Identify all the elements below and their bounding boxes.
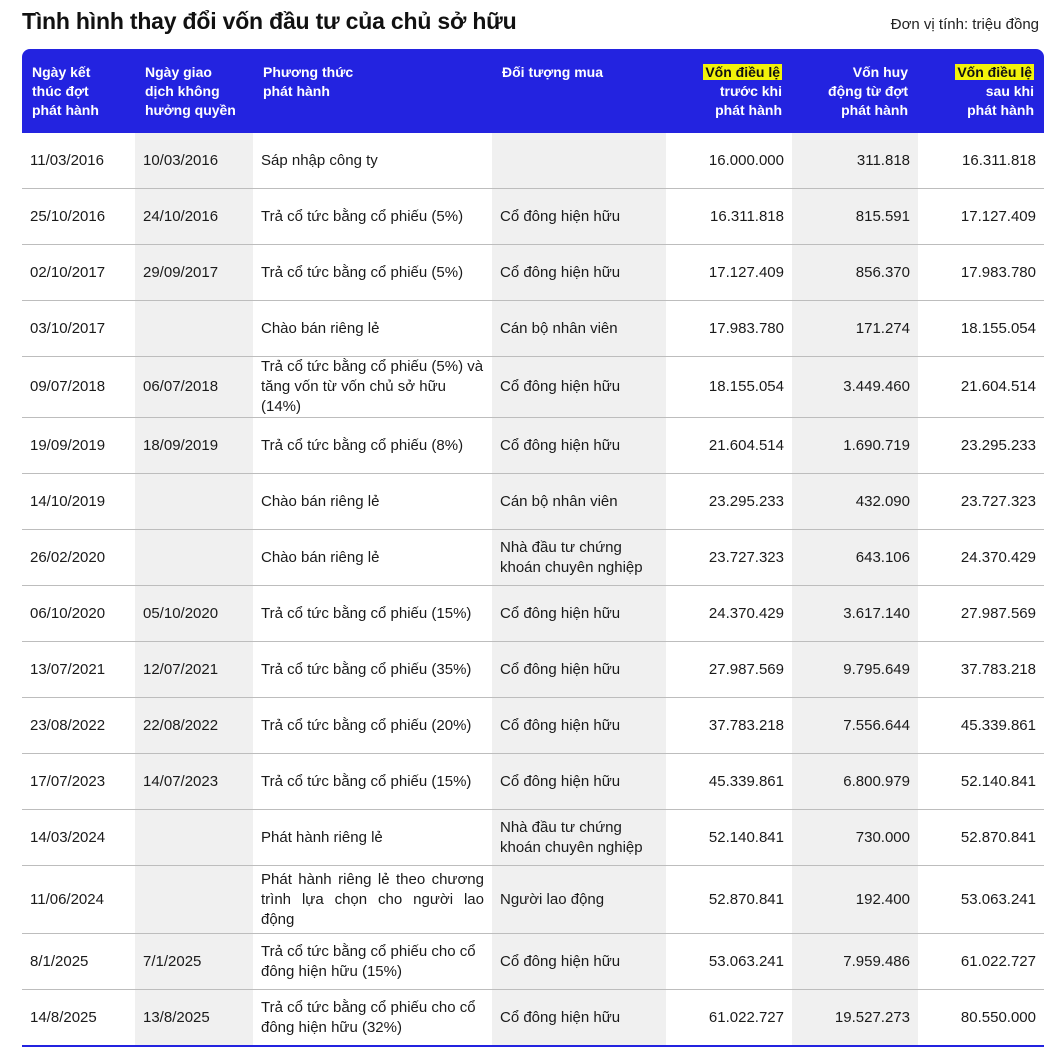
cell-raised: 9.795.649 [792, 642, 918, 698]
cell-raised: 7.556.644 [792, 698, 918, 754]
cell-buyer: Cổ đông hiện hữu [492, 754, 666, 810]
table-row [22, 418, 1044, 474]
cell-buyer: Cổ đông hiện hữu [492, 189, 666, 245]
cell-raised: 311.818 [792, 133, 918, 189]
cell-capital-after: 17.127.409 [918, 189, 1044, 245]
cell-capital-after: 21.604.514 [918, 357, 1044, 418]
cell-ex-rights-date: 18/09/2019 [135, 418, 253, 474]
cell-issue-end-date: 13/07/2021 [22, 642, 135, 698]
cell-buyer: Cán bộ nhân viên [492, 301, 666, 357]
cell-capital-before: 61.022.727 [666, 990, 792, 1047]
cell-method: Trả cổ tức bằng cổ phiếu (35%) [253, 642, 492, 698]
cell-capital-after: 53.063.241 [918, 866, 1044, 934]
cell-buyer: Người lao động [492, 866, 666, 934]
cell-raised: 432.090 [792, 474, 918, 530]
cell-raised: 7.959.486 [792, 934, 918, 990]
cell-ex-rights-date: 14/07/2023 [135, 754, 253, 810]
header-capital-before: Vốn điều lệ trước khi phát hành [666, 49, 792, 133]
cell-buyer [492, 133, 666, 189]
cell-raised: 730.000 [792, 810, 918, 866]
header-buyer: Đối tượng mua [492, 49, 666, 133]
cell-issue-end-date: 17/07/2023 [22, 754, 135, 810]
cell-capital-before: 45.339.861 [666, 754, 792, 810]
cell-method: Trả cổ tức bằng cổ phiếu (5%) [253, 245, 492, 301]
cell-buyer: Cổ đông hiện hữu [492, 418, 666, 474]
cell-raised: 6.800.979 [792, 754, 918, 810]
cell-raised: 3.617.140 [792, 586, 918, 642]
cell-method: Trả cổ tức bằng cổ phiếu (8%) [253, 418, 492, 474]
table-row [22, 189, 1044, 245]
table-row [22, 754, 1044, 810]
cell-buyer: Cổ đông hiện hữu [492, 245, 666, 301]
cell-capital-before: 16.000.000 [666, 133, 792, 189]
table-row [22, 866, 1044, 934]
header-method: Phương thức phát hành [253, 49, 492, 133]
cell-issue-end-date: 23/08/2022 [22, 698, 135, 754]
cell-method: Phát hành riêng lẻ [253, 810, 492, 866]
cell-buyer: Cổ đông hiện hữu [492, 357, 666, 418]
table-row [22, 474, 1044, 530]
header-issue-end-date: Ngày kết thúc đợt phát hành [22, 49, 135, 133]
cell-raised: 643.106 [792, 530, 918, 586]
cell-ex-rights-date [135, 474, 253, 530]
cell-raised: 815.591 [792, 189, 918, 245]
cell-method: Sáp nhập công ty [253, 133, 492, 189]
header-ex-rights-date: Ngày giao dịch không hưởng quyền [135, 49, 253, 133]
cell-ex-rights-date [135, 866, 253, 934]
cell-buyer: Nhà đầu tư chứng khoán chuyên nghiệp [492, 530, 666, 586]
cell-capital-after: 80.550.000 [918, 990, 1044, 1047]
table-body [22, 133, 1044, 1046]
cell-capital-before: 17.983.780 [666, 301, 792, 357]
cell-ex-rights-date: 06/07/2018 [135, 357, 253, 418]
cell-buyer: Nhà đầu tư chứng khoán chuyên nghiệp [492, 810, 666, 866]
cell-capital-before: 52.870.841 [666, 866, 792, 934]
cell-capital-after: 23.727.323 [918, 474, 1044, 530]
cell-capital-before: 18.155.054 [666, 357, 792, 418]
cell-raised: 192.400 [792, 866, 918, 934]
cell-capital-before: 52.140.841 [666, 810, 792, 866]
cell-capital-before: 23.727.323 [666, 530, 792, 586]
cell-capital-after: 17.983.780 [918, 245, 1044, 301]
cell-raised: 3.449.460 [792, 357, 918, 418]
cell-issue-end-date: 11/03/2016 [22, 133, 135, 189]
cell-ex-rights-date: 24/10/2016 [135, 189, 253, 245]
header-raised: Vốn huy động từ đợt phát hành [792, 49, 918, 133]
cell-buyer: Cổ đông hiện hữu [492, 642, 666, 698]
cell-method: Trả cổ tức bằng cổ phiếu (5%) [253, 189, 492, 245]
cell-capital-before: 16.311.818 [666, 189, 792, 245]
cell-ex-rights-date: 13/8/2025 [135, 990, 253, 1047]
table-row [22, 357, 1044, 418]
page-title: Tình hình thay đổi vốn đầu tư của chủ sở hữu [22, 8, 517, 34]
cell-ex-rights-date [135, 530, 253, 586]
cell-issue-end-date: 25/10/2016 [22, 189, 135, 245]
cell-issue-end-date: 14/8/2025 [22, 990, 135, 1047]
cell-capital-after: 37.783.218 [918, 642, 1044, 698]
cell-issue-end-date: 06/10/2020 [22, 586, 135, 642]
table-row [22, 586, 1044, 642]
cell-issue-end-date: 8/1/2025 [22, 934, 135, 990]
cell-method: Trả cổ tức bằng cổ phiếu (5%) và tăng vốn từ vốn chủ sở hữu (14%) [253, 357, 492, 418]
cell-method: Trả cổ tức bằng cổ phiếu (15%) [253, 754, 492, 810]
cell-issue-end-date: 14/03/2024 [22, 810, 135, 866]
cell-raised: 1.690.719 [792, 418, 918, 474]
cell-issue-end-date: 14/10/2019 [22, 474, 135, 530]
cell-capital-before: 27.987.569 [666, 642, 792, 698]
cell-capital-after: 18.155.054 [918, 301, 1044, 357]
cell-capital-after: 45.339.861 [918, 698, 1044, 754]
cell-ex-rights-date: 05/10/2020 [135, 586, 253, 642]
cell-capital-before: 37.783.218 [666, 698, 792, 754]
cell-capital-before: 24.370.429 [666, 586, 792, 642]
cell-capital-before: 23.295.233 [666, 474, 792, 530]
cell-capital-after: 24.370.429 [918, 530, 1044, 586]
cell-issue-end-date: 26/02/2020 [22, 530, 135, 586]
cell-issue-end-date: 03/10/2017 [22, 301, 135, 357]
table-row [22, 245, 1044, 301]
cell-capital-before: 17.127.409 [666, 245, 792, 301]
cell-capital-after: 52.870.841 [918, 810, 1044, 866]
cell-method: Trả cổ tức bằng cổ phiếu cho cổ đông hiện hữu (32%) [253, 990, 492, 1047]
cell-capital-before: 53.063.241 [666, 934, 792, 990]
cell-method: Trả cổ tức bằng cổ phiếu cho cổ đông hiện hữu (15%) [253, 934, 492, 990]
cell-method: Trả cổ tức bằng cổ phiếu (20%) [253, 698, 492, 754]
cell-raised: 856.370 [792, 245, 918, 301]
table-row [22, 810, 1044, 866]
cell-buyer: Cổ đông hiện hữu [492, 934, 666, 990]
table-row [22, 530, 1044, 586]
cell-capital-before: 21.604.514 [666, 418, 792, 474]
cell-issue-end-date: 02/10/2017 [22, 245, 135, 301]
capital-change-table [22, 49, 1044, 1047]
table-row [22, 301, 1044, 357]
table-row [22, 133, 1044, 189]
cell-method: Chào bán riêng lẻ [253, 474, 492, 530]
cell-issue-end-date: 19/09/2019 [22, 418, 135, 474]
cell-capital-after: 16.311.818 [918, 133, 1044, 189]
cell-method: Trả cổ tức bằng cổ phiếu (15%) [253, 586, 492, 642]
table-row [22, 990, 1044, 1047]
cell-ex-rights-date: 10/03/2016 [135, 133, 253, 189]
cell-buyer: Cổ đông hiện hữu [492, 990, 666, 1047]
cell-raised: 19.527.273 [792, 990, 918, 1047]
cell-capital-after: 61.022.727 [918, 934, 1044, 990]
header-capital-after: Vốn điều lệ sau khi phát hành [918, 49, 1044, 133]
cell-buyer: Cán bộ nhân viên [492, 474, 666, 530]
cell-ex-rights-date: 7/1/2025 [135, 934, 253, 990]
cell-method: Chào bán riêng lẻ [253, 301, 492, 357]
cell-buyer: Cổ đông hiện hữu [492, 698, 666, 754]
cell-ex-rights-date: 29/09/2017 [135, 245, 253, 301]
table-header-row [22, 49, 1044, 133]
cell-capital-after: 23.295.233 [918, 418, 1044, 474]
cell-issue-end-date: 11/06/2024 [22, 866, 135, 934]
cell-issue-end-date: 09/07/2018 [22, 357, 135, 418]
cell-method: Phát hành riêng lẻ theo chương trình lựa chọn cho người lao động [253, 866, 492, 934]
unit-note: Đơn vị tính: triệu đồng [890, 16, 1039, 33]
cell-ex-rights-date [135, 301, 253, 357]
table-row [22, 642, 1044, 698]
table-row [22, 698, 1044, 754]
cell-ex-rights-date: 12/07/2021 [135, 642, 253, 698]
cell-ex-rights-date [135, 810, 253, 866]
cell-capital-after: 27.987.569 [918, 586, 1044, 642]
cell-raised: 171.274 [792, 301, 918, 357]
cell-method: Chào bán riêng lẻ [253, 530, 492, 586]
table-row [22, 934, 1044, 990]
cell-buyer: Cổ đông hiện hữu [492, 586, 666, 642]
cell-ex-rights-date: 22/08/2022 [135, 698, 253, 754]
cell-capital-after: 52.140.841 [918, 754, 1044, 810]
